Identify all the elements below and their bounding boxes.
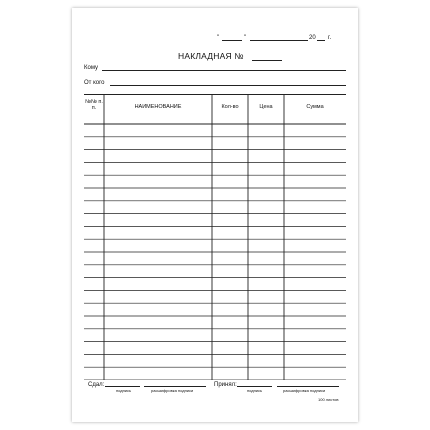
date-century: 20 (309, 35, 316, 41)
header-price: Цена (259, 104, 273, 110)
invoice-form-sheet (72, 8, 358, 422)
table-grid (84, 94, 346, 380)
gave-signature-field[interactable] (105, 386, 140, 387)
to-field[interactable] (102, 70, 346, 71)
gave-signature-caption: подпись (116, 388, 132, 393)
received-decode-field[interactable] (277, 386, 339, 387)
date-close-quote: " (244, 35, 247, 41)
date-open-quote: " (217, 35, 220, 41)
gave-decode-caption: расшифровка подписи (151, 388, 194, 393)
header-row-number: №№ п. п. (85, 99, 103, 112)
items-table (84, 94, 346, 380)
received-label: Принял: (214, 382, 237, 388)
gave-label: Сдал: (88, 382, 105, 388)
date-day-field[interactable] (222, 40, 242, 41)
from-field[interactable] (110, 85, 346, 86)
received-decode-caption: расшифровка подписи (283, 388, 326, 393)
header-name: НАИМЕНОВАНИЕ (134, 104, 182, 110)
sheets-count-note: 100 листов (318, 397, 339, 402)
document-title: НАКЛАДНАЯ № (178, 51, 244, 61)
header-quantity: Кол-во (221, 104, 239, 110)
invoice-number-field[interactable] (252, 60, 282, 61)
received-signature-caption: подпись (247, 388, 263, 393)
header-sum: Сумма (306, 104, 324, 110)
date-year-field[interactable] (317, 40, 325, 41)
to-label: Кому (84, 65, 99, 71)
gave-decode-field[interactable] (144, 386, 206, 387)
received-signature-field[interactable] (237, 386, 272, 387)
from-label: От кого (84, 80, 105, 86)
date-month-field[interactable] (250, 40, 308, 41)
date-year-suffix: г. (328, 35, 332, 41)
